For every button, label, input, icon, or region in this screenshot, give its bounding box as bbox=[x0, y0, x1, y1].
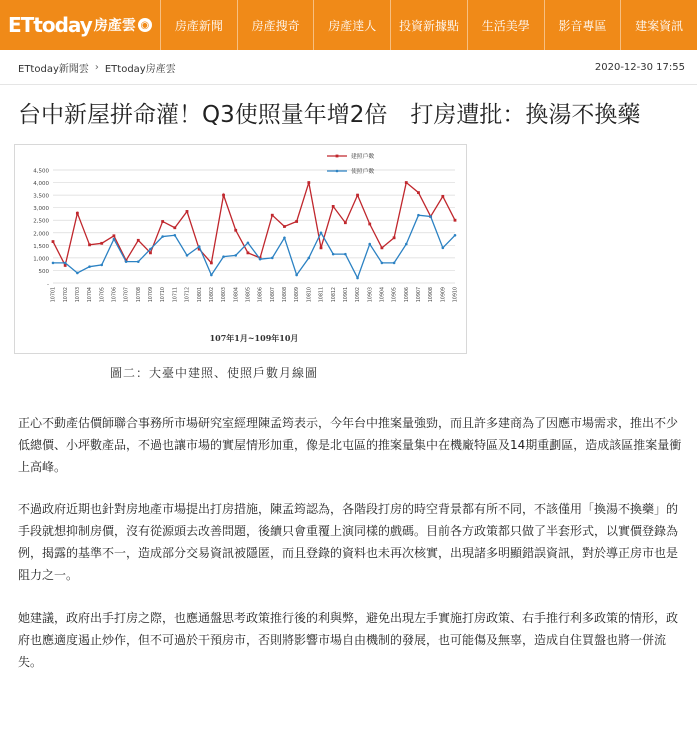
data-point bbox=[442, 247, 445, 250]
data-point bbox=[64, 262, 67, 265]
y-tick-label: - bbox=[47, 281, 49, 288]
logo-text: ETtoday bbox=[8, 13, 92, 37]
y-tick-label: 4,000 bbox=[33, 181, 49, 188]
site-logo[interactable] bbox=[0, 0, 160, 50]
x-tick-label: 10701 bbox=[51, 287, 57, 303]
x-tick-label: 10901 bbox=[343, 287, 349, 303]
data-point bbox=[381, 262, 384, 265]
x-tick-label: 10710 bbox=[161, 287, 167, 303]
x-tick-label: 10703 bbox=[75, 287, 81, 303]
breadcrumb-home-link[interactable]: ETtoday新聞雲 bbox=[18, 63, 89, 75]
x-tick-label: 10804 bbox=[234, 287, 240, 303]
data-point bbox=[100, 242, 103, 245]
data-point bbox=[88, 243, 91, 246]
x-tick-label: 10801 bbox=[197, 287, 203, 303]
x-tick-label: 10810 bbox=[307, 287, 313, 303]
data-point bbox=[405, 243, 408, 246]
data-point bbox=[234, 229, 237, 232]
data-point bbox=[137, 239, 140, 242]
y-tick-label: 4,500 bbox=[33, 168, 49, 175]
data-point bbox=[149, 248, 152, 251]
data-point bbox=[441, 195, 444, 198]
x-tick-label: 10807 bbox=[270, 287, 276, 303]
line-chart bbox=[15, 145, 466, 353]
x-tick-label: 10907 bbox=[417, 287, 423, 303]
data-point bbox=[259, 258, 262, 261]
data-point bbox=[308, 257, 311, 260]
logo-sub-text: 房產雲 bbox=[93, 18, 136, 34]
data-point bbox=[234, 254, 237, 257]
data-point bbox=[381, 246, 384, 249]
chart-figure bbox=[14, 144, 467, 354]
x-tick-label: 10903 bbox=[368, 287, 374, 303]
nav-item-news[interactable]: 房產新聞 bbox=[160, 0, 237, 50]
main-nav bbox=[160, 0, 697, 50]
y-tick-label: 3,500 bbox=[33, 193, 49, 200]
nav-item-video[interactable]: 影音專區 bbox=[544, 0, 621, 50]
data-point bbox=[174, 234, 177, 237]
breadcrumb-section-link[interactable]: ETtoday房產雲 bbox=[104, 63, 176, 75]
data-point bbox=[125, 260, 128, 263]
figure-caption: 圖二：大臺中建照、使照戶數月線圖 bbox=[110, 366, 319, 380]
data-point bbox=[417, 191, 420, 194]
breadcrumb-separator: › bbox=[94, 61, 99, 73]
x-tick-label: 10910 bbox=[453, 287, 459, 303]
data-point bbox=[161, 220, 164, 223]
x-tick-label: 10712 bbox=[185, 287, 191, 303]
legend-marker bbox=[336, 170, 339, 173]
x-tick-label: 10906 bbox=[404, 287, 410, 303]
x-tick-label: 10908 bbox=[429, 287, 435, 303]
nav-item-oddities[interactable]: 房產搜奇 bbox=[237, 0, 314, 50]
y-tick-label: 2,000 bbox=[33, 231, 49, 238]
data-point bbox=[368, 243, 371, 246]
nav-item-investment[interactable]: 投資新據點 bbox=[390, 0, 467, 50]
nav-item-lifestyle[interactable]: 生活美學 bbox=[467, 0, 544, 50]
data-point bbox=[283, 225, 286, 228]
data-point bbox=[307, 181, 310, 184]
x-tick-label: 10803 bbox=[222, 287, 228, 303]
cloud-badge-icon: ◉ bbox=[138, 18, 152, 32]
data-point bbox=[113, 238, 116, 241]
data-point bbox=[149, 251, 152, 254]
x-tick-label: 10705 bbox=[100, 287, 106, 303]
data-point bbox=[356, 194, 359, 197]
data-point bbox=[295, 274, 298, 277]
article-title: 台中新屋拼命灌！Q3使照量年增2倍 打房遭批：換湯不換藥 bbox=[18, 102, 641, 128]
data-point bbox=[393, 236, 396, 239]
y-tick-label: 1,500 bbox=[33, 243, 49, 250]
data-point bbox=[454, 234, 457, 237]
legend-marker bbox=[336, 155, 339, 158]
y-tick-label: 2,500 bbox=[33, 218, 49, 225]
data-point bbox=[356, 277, 359, 280]
legend-label: 建照戶數 bbox=[351, 154, 375, 161]
data-point bbox=[88, 265, 91, 268]
data-point bbox=[271, 257, 274, 260]
x-tick-label: 10811 bbox=[319, 287, 325, 303]
x-tick-label: 10909 bbox=[441, 287, 447, 303]
data-point bbox=[186, 210, 189, 213]
x-tick-label: 10806 bbox=[258, 287, 264, 303]
nav-item-experts[interactable]: 房產達人 bbox=[313, 0, 390, 50]
data-point bbox=[247, 242, 250, 245]
data-point bbox=[283, 237, 286, 240]
breadcrumb-bar bbox=[0, 50, 697, 85]
data-point bbox=[198, 245, 201, 248]
x-tick-label: 10802 bbox=[209, 287, 215, 303]
data-point bbox=[76, 272, 79, 275]
article-body bbox=[0, 412, 697, 673]
article-paragraph: 她建議，政府出手打房之際，也應通盤思考政策推行後的利與弊，避免出現左手實施打房政策、右手推行利多政策的情形，政府也應適度遏止炒作，但不可過於干預房市，否則將影響市場自由機制的發展，也可能傷及無辜，造成自住買盤也將一併流失。 bbox=[18, 611, 679, 669]
data-point bbox=[247, 251, 250, 254]
x-tick-label: 10702 bbox=[63, 287, 69, 303]
data-point bbox=[222, 194, 225, 197]
x-tick-label: 10709 bbox=[149, 287, 155, 303]
x-tick-label: 10902 bbox=[356, 287, 362, 303]
data-point bbox=[137, 260, 140, 263]
y-tick-label: 500 bbox=[38, 268, 49, 275]
x-tick-label: 10704 bbox=[88, 287, 94, 303]
site-header bbox=[0, 0, 697, 50]
data-point bbox=[405, 181, 408, 184]
data-point bbox=[210, 262, 213, 265]
data-point bbox=[76, 212, 79, 215]
legend-label: 使照戶數 bbox=[351, 169, 375, 176]
article-paragraph: 正心不動產估價師聯合事務所市場研究室經理陳孟筠表示，今年台中推案量強勁，而且許多建商為了因應市場需求，推出不少低總價、小坪數產品，不過也讓市場的實屋情形加重，像是北屯區的推案量集中在機廠特區及14期重劃區，造成該區推案量衝上高峰。 bbox=[18, 416, 682, 474]
data-point bbox=[429, 215, 432, 218]
x-tick-label: 10805 bbox=[246, 287, 252, 303]
data-point bbox=[454, 219, 457, 222]
publish-date: 2020-12-30 17:55 bbox=[594, 61, 685, 73]
data-point bbox=[344, 221, 347, 224]
data-point bbox=[161, 235, 164, 238]
data-point bbox=[393, 262, 396, 265]
data-point bbox=[173, 226, 176, 229]
x-tick-label: 10707 bbox=[124, 287, 130, 303]
x-tick-label: 10809 bbox=[295, 287, 301, 303]
data-point bbox=[186, 254, 189, 257]
x-axis-label: 107年1月~109年10月 bbox=[209, 333, 299, 343]
data-point bbox=[52, 240, 55, 243]
data-point bbox=[210, 274, 213, 277]
data-point bbox=[332, 205, 335, 208]
data-point bbox=[344, 253, 347, 256]
data-point bbox=[417, 214, 420, 217]
data-point bbox=[222, 255, 225, 258]
data-point bbox=[332, 253, 335, 256]
data-point bbox=[52, 262, 55, 265]
article-paragraph: 不過政府近期也針對房地產市場提出打房措施，陳孟筠認為，各階段打房的時空背景都有所不同，不該僅用「換湯不換藥」的手段就想抑制房價，沒有從源頭去改善問題，後續只會重覆上演同樣的戲碼。目前各方政策都只做了半套形式，以實價登錄為例，揭露的基準不一，造成部分交易資訊被隱匿，而且登錄的資料也未再次核實，出現諸多明顯錯誤資訊，對於導正房市也是阻力之一。 bbox=[18, 502, 679, 582]
x-tick-label: 10905 bbox=[392, 287, 398, 303]
x-tick-label: 10708 bbox=[136, 287, 142, 303]
data-point bbox=[368, 223, 371, 226]
data-point bbox=[100, 264, 103, 267]
data-point bbox=[320, 231, 323, 234]
y-tick-label: 3,000 bbox=[33, 206, 49, 213]
x-tick-label: 10711 bbox=[173, 287, 179, 303]
y-tick-label: 1,000 bbox=[33, 256, 49, 263]
data-point bbox=[113, 234, 116, 237]
x-tick-label: 10808 bbox=[283, 287, 289, 303]
data-point bbox=[320, 246, 323, 249]
series-line-occupancy-permits bbox=[53, 215, 455, 278]
data-point bbox=[295, 220, 298, 223]
x-tick-label: 10904 bbox=[380, 287, 386, 303]
breadcrumb bbox=[18, 60, 176, 75]
x-tick-label: 10812 bbox=[331, 287, 337, 303]
x-tick-label: 10706 bbox=[112, 287, 118, 303]
data-point bbox=[271, 214, 274, 217]
nav-item-projects[interactable]: 建案資訊 bbox=[620, 0, 697, 50]
